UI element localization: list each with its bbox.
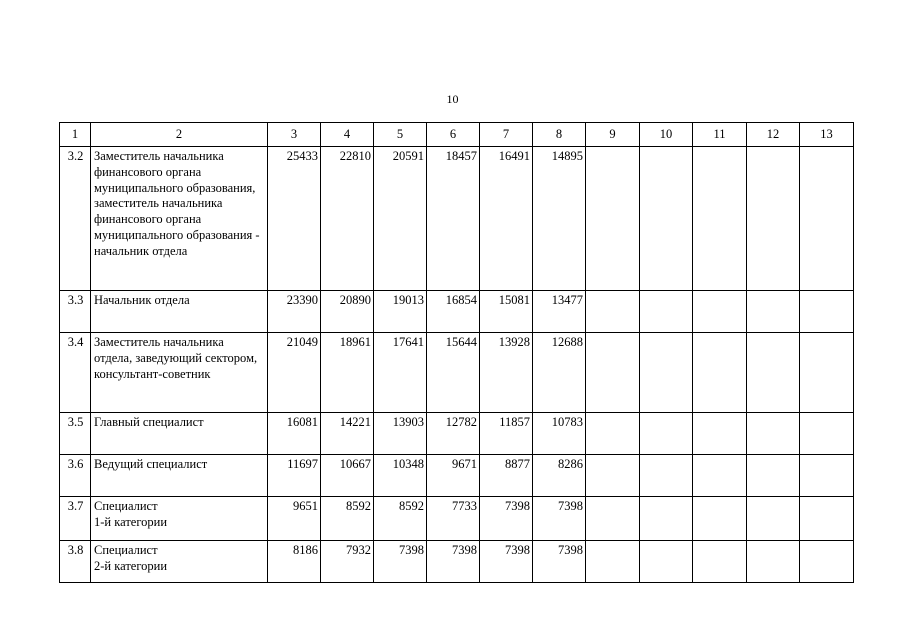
- salary-value-col-6: 12782: [427, 413, 480, 455]
- table-row: [60, 147, 854, 291]
- page-number: 10: [446, 92, 459, 106]
- salary-value-col-7: 7398: [480, 541, 533, 583]
- salary-value-col-5: 8592: [374, 497, 427, 541]
- column-header-11: 11: [693, 123, 747, 147]
- salary-value-col-5: 17641: [374, 333, 427, 413]
- salary-value-col-7: 15081: [480, 291, 533, 333]
- empty-cell-col-13: [800, 455, 854, 497]
- column-header-5: 5: [374, 123, 427, 147]
- column-header-8: 8: [533, 123, 586, 147]
- empty-cell-col-10: [640, 455, 693, 497]
- empty-cell-col-10: [640, 497, 693, 541]
- row-number: 3.3: [60, 291, 91, 333]
- empty-cell-col-9: [586, 333, 640, 413]
- row-number: 3.5: [60, 413, 91, 455]
- column-header-1: 1: [60, 123, 91, 147]
- empty-cell-col-10: [640, 333, 693, 413]
- column-header-7: 7: [480, 123, 533, 147]
- salary-value-col-5: 13903: [374, 413, 427, 455]
- empty-cell-col-12: [747, 455, 800, 497]
- position-name: Ведущий специалист: [91, 455, 268, 497]
- empty-cell-col-13: [800, 413, 854, 455]
- empty-cell-col-13: [800, 497, 854, 541]
- column-header-12: 12: [747, 123, 800, 147]
- position-name: Заместитель начальника отдела, заведующий сектором, консультант-советник: [91, 333, 268, 413]
- row-number: 3.7: [60, 497, 91, 541]
- position-name: Специалист 2-й категории: [91, 541, 268, 583]
- empty-cell-col-12: [747, 147, 800, 291]
- empty-cell-col-13: [800, 333, 854, 413]
- position-name: Специалист 1-й категории: [91, 497, 268, 541]
- salary-value-col-3: 9651: [268, 497, 321, 541]
- table-row: [60, 497, 854, 541]
- salary-value-col-3: 8186: [268, 541, 321, 583]
- empty-cell-col-10: [640, 413, 693, 455]
- salary-value-col-5: 7398: [374, 541, 427, 583]
- empty-cell-col-13: [800, 147, 854, 291]
- salary-value-col-4: 10667: [321, 455, 374, 497]
- salary-value-col-3: 25433: [268, 147, 321, 291]
- salary-value-col-4: 22810: [321, 147, 374, 291]
- salary-value-col-7: 8877: [480, 455, 533, 497]
- empty-cell-col-11: [693, 497, 747, 541]
- position-name: Начальник отдела: [91, 291, 268, 333]
- table-row: [60, 291, 854, 333]
- empty-cell-col-10: [640, 541, 693, 583]
- empty-cell-col-11: [693, 541, 747, 583]
- column-header-3: 3: [268, 123, 321, 147]
- salary-value-col-5: 19013: [374, 291, 427, 333]
- salary-value-col-6: 7398: [427, 541, 480, 583]
- row-number: 3.4: [60, 333, 91, 413]
- empty-cell-col-9: [586, 541, 640, 583]
- salary-value-col-7: 13928: [480, 333, 533, 413]
- empty-cell-col-11: [693, 291, 747, 333]
- salary-value-col-3: 21049: [268, 333, 321, 413]
- salary-value-col-6: 7733: [427, 497, 480, 541]
- column-header-13: 13: [800, 123, 854, 147]
- empty-cell-col-11: [693, 333, 747, 413]
- table-row: [60, 413, 854, 455]
- salary-value-col-8: 7398: [533, 497, 586, 541]
- empty-cell-col-11: [693, 413, 747, 455]
- empty-cell-col-11: [693, 147, 747, 291]
- empty-cell-col-9: [586, 147, 640, 291]
- salary-value-col-7: 11857: [480, 413, 533, 455]
- empty-cell-col-11: [693, 455, 747, 497]
- salary-value-col-6: 15644: [427, 333, 480, 413]
- salary-value-col-8: 8286: [533, 455, 586, 497]
- empty-cell-col-10: [640, 291, 693, 333]
- row-number: 3.6: [60, 455, 91, 497]
- salary-value-col-8: 10783: [533, 413, 586, 455]
- column-header-2: 2: [91, 123, 268, 147]
- empty-cell-col-13: [800, 291, 854, 333]
- table-row: [60, 333, 854, 413]
- salary-value-col-4: 20890: [321, 291, 374, 333]
- table-row: [60, 541, 854, 583]
- salary-value-col-3: 16081: [268, 413, 321, 455]
- salary-value-col-8: 7398: [533, 541, 586, 583]
- empty-cell-col-12: [747, 497, 800, 541]
- position-name: Главный специалист: [91, 413, 268, 455]
- empty-cell-col-10: [640, 147, 693, 291]
- salary-value-col-4: 7932: [321, 541, 374, 583]
- table-header-row: [60, 123, 854, 147]
- salary-value-col-4: 14221: [321, 413, 374, 455]
- empty-cell-col-9: [586, 497, 640, 541]
- empty-cell-col-13: [800, 541, 854, 583]
- column-header-10: 10: [640, 123, 693, 147]
- position-name: Заместитель начальника финансового органа муниципального образования, заместитель начальника финансового органа муниципального образования - начальник отдела: [91, 147, 268, 291]
- table-row: [60, 455, 854, 497]
- empty-cell-col-12: [747, 413, 800, 455]
- column-header-4: 4: [321, 123, 374, 147]
- row-number: 3.8: [60, 541, 91, 583]
- salary-value-col-6: 16854: [427, 291, 480, 333]
- salary-value-col-3: 23390: [268, 291, 321, 333]
- empty-cell-col-12: [747, 291, 800, 333]
- empty-cell-col-9: [586, 291, 640, 333]
- salary-value-col-4: 8592: [321, 497, 374, 541]
- salary-value-col-4: 18961: [321, 333, 374, 413]
- salary-value-col-8: 14895: [533, 147, 586, 291]
- column-header-6: 6: [427, 123, 480, 147]
- salary-value-col-7: 16491: [480, 147, 533, 291]
- salary-table: [59, 122, 854, 583]
- salary-value-col-8: 12688: [533, 333, 586, 413]
- table-body: [60, 123, 854, 583]
- row-number: 3.2: [60, 147, 91, 291]
- salary-value-col-8: 13477: [533, 291, 586, 333]
- salary-value-col-5: 10348: [374, 455, 427, 497]
- empty-cell-col-12: [747, 333, 800, 413]
- salary-value-col-6: 18457: [427, 147, 480, 291]
- empty-cell-col-12: [747, 541, 800, 583]
- empty-cell-col-9: [586, 455, 640, 497]
- empty-cell-col-9: [586, 413, 640, 455]
- salary-value-col-3: 11697: [268, 455, 321, 497]
- salary-value-col-5: 20591: [374, 147, 427, 291]
- salary-value-col-6: 9671: [427, 455, 480, 497]
- salary-value-col-7: 7398: [480, 497, 533, 541]
- column-header-9: 9: [586, 123, 640, 147]
